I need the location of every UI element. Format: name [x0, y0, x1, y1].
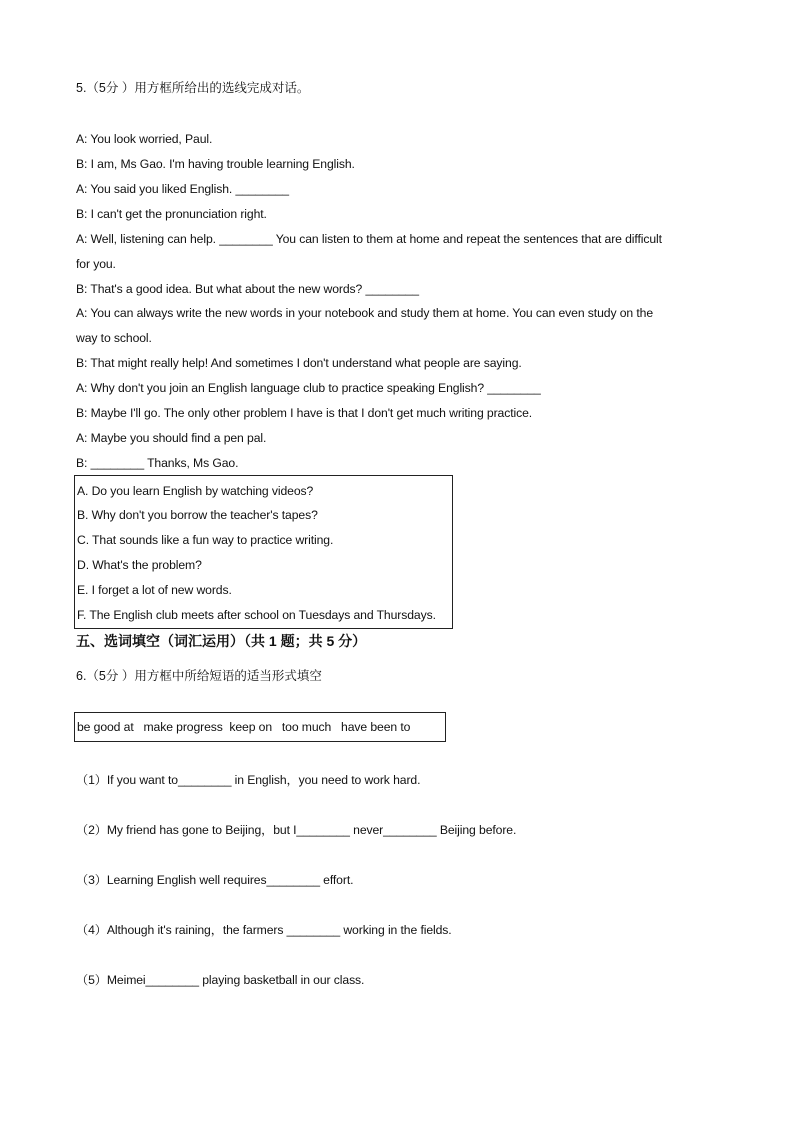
- word-bank: be good at make progress keep on too much have been to: [77, 720, 411, 734]
- fill-item-5: （5）Meimei________ playing basketball in our class.: [76, 973, 365, 987]
- option-d: D. What's the problem?: [77, 558, 202, 572]
- dialogue-line: B: Maybe I'll go. The only other problem I have is that I don't get much writing practice.: [76, 406, 533, 420]
- dialogue-line: for you.: [76, 257, 116, 271]
- dialogue-line: B: ________ Thanks, Ms Gao.: [76, 456, 239, 470]
- dialogue-line: A: You said you liked English. ________: [76, 182, 289, 196]
- dialogue-line: A: Maybe you should find a pen pal.: [76, 431, 267, 445]
- option-a: A. Do you learn English by watching videos?: [77, 484, 314, 498]
- dialogue-line: B: That's a good idea. But what about the new words? ________: [76, 282, 419, 296]
- fill-item-4: （4）Although it's raining，the farmers ________ working in the fields.: [76, 923, 452, 937]
- dialogue-line: B: I can't get the pronunciation right.: [76, 207, 267, 221]
- question-6-title: 6.（5分 ）用方框中所给短语的适当形式填空: [76, 669, 322, 683]
- dialogue-line: B: I am, Ms Gao. I'm having trouble learning English.: [76, 157, 355, 171]
- dialogue-line: way to school.: [76, 331, 152, 345]
- fill-item-2: （2）My friend has gone to Beijing，but I________ never________ Beijing before.: [76, 823, 517, 837]
- dialogue-line: A: You can always write the new words in your notebook and study them at home. You can even study on the: [76, 306, 654, 320]
- dialogue-line: B: That might really help! And sometimes I don't understand what people are saying.: [76, 356, 522, 370]
- section-5-title: 五、选词填空（词汇运用）（共 1 题；共 5 分）: [76, 633, 367, 649]
- question-5-title: 5.（5分 ）用方框所给出的选线完成对话。: [76, 81, 310, 95]
- dialogue-line: A: You look worried, Paul.: [76, 132, 213, 146]
- option-b: B. Why don't you borrow the teacher's tapes?: [77, 508, 318, 522]
- fill-item-1: （1）If you want to________ in English，you need to work hard.: [76, 773, 421, 787]
- option-f: F. The English club meets after school on Tuesdays and Thursdays.: [77, 608, 436, 622]
- dialogue-line: A: Why don't you join an English language club to practice speaking English? ________: [76, 381, 541, 395]
- option-c: C. That sounds like a fun way to practice writing.: [77, 533, 334, 547]
- fill-item-3: （3）Learning English well requires________ effort.: [76, 873, 354, 887]
- options-box: [74, 475, 453, 629]
- dialogue-line: A: Well, listening can help. ________ You can listen to them at home and repeat the sentences that are difficult: [76, 232, 662, 246]
- word-bank-box: [74, 712, 446, 742]
- option-e: E. I forget a lot of new words.: [77, 583, 232, 597]
